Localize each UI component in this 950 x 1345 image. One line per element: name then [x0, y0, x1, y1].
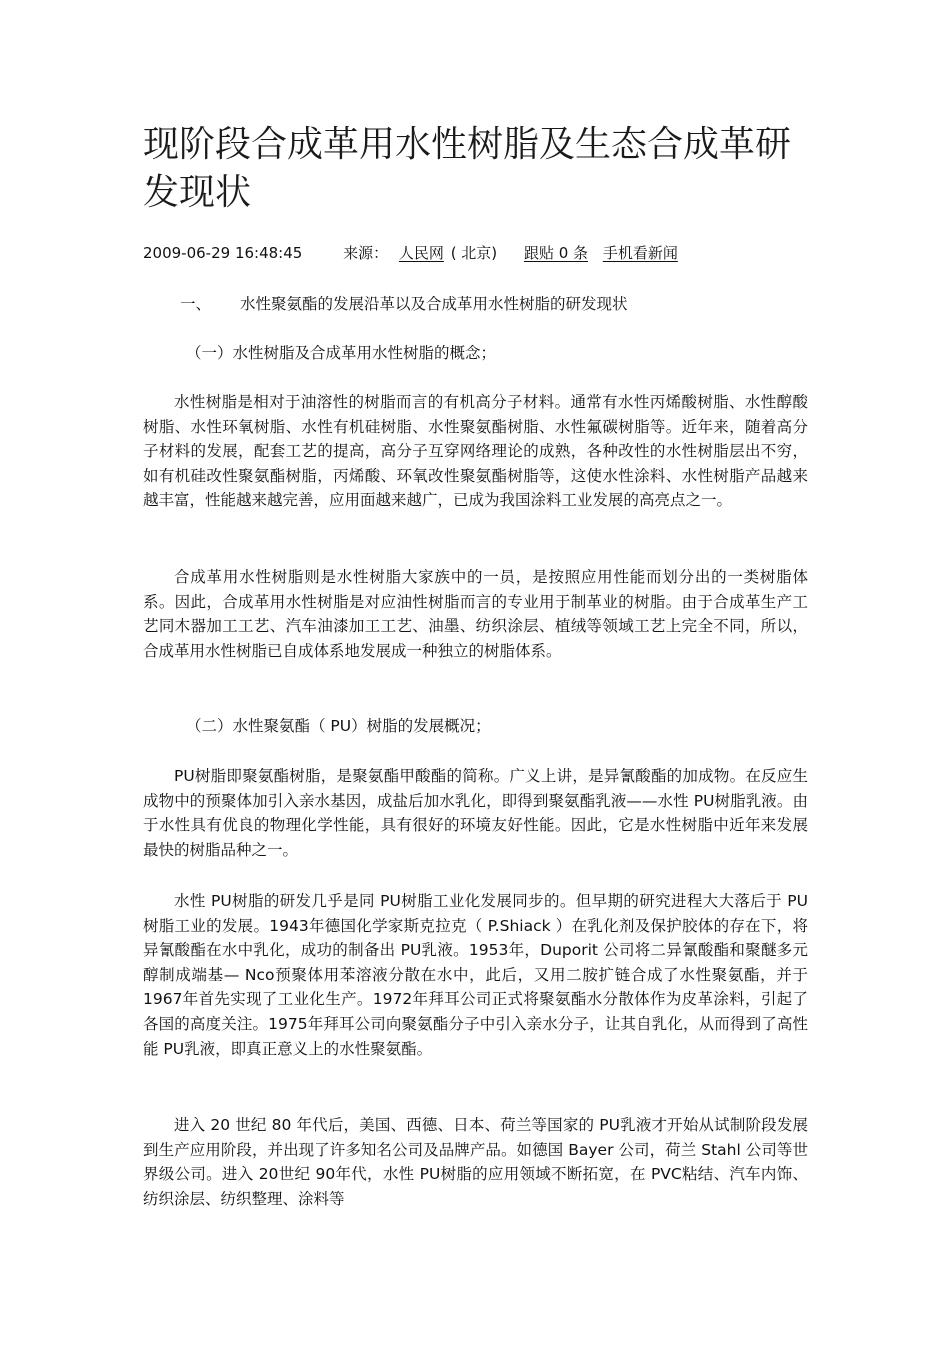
section-heading-text: 水性聚氨酯的发展沿革以及合成革用水性树脂的研发现状 [240, 295, 628, 313]
article-title: 现阶段合成革用水性树脂及生态合成革研发现状 [143, 124, 792, 213]
paragraph: 水性树脂是相对于油溶性的树脂而言的有机高分子材料。通常有水性丙烯酸树脂、水性醇酸树脂、水性环氧树脂、水性有机硅树脂、水性聚氨酯树脂、水性氟碳树脂等。近年来，随着高分子材料的发展，配套工艺的提高，高分子互穿网络理论的成熟，各种改性的水性树脂层出不穷，如有机硅改性聚氨酯树脂，丙烯酸、环氧改性聚氨酯树脂等，这使水性涂料、水性树脂产品越来越丰富，性能越来越完善，应用面越来越广，已成为我国涂料工业发展的高亮点之一。 [143, 393, 808, 510]
source-label: 来源： [343, 244, 389, 262]
subsection-heading: （二）水性聚氨酯（ PU）树脂的发展概况； [186, 717, 491, 735]
section-number: 一、 [180, 295, 212, 313]
source-link[interactable]: 人民网 [398, 244, 444, 262]
comments-link[interactable]: 跟贴 0 条 [523, 244, 589, 262]
paragraph: 进入 20 世纪 80 年代后，美国、西德、日本、荷兰等国家的 PU乳液才开始从试制阶段发展到生产应用阶段，并出现了许多知名公司及品牌产品。如德国 Bayer 公司，荷兰 Stahl 公司等世界级公司。进入 20世纪 90年代，水性 PU树脂的应用领域不断拓宽，在 PVC粘结、汽车内饰、纺织涂层、纺织整理、涂料等 [143, 1116, 808, 1208]
paragraph: 合成革用水性树脂则是水性树脂大家族中的一员，是按照应用性能而划分出的一类树脂体系。因此，合成革用水性树脂是对应油性树脂而言的专业用于制革业的树脂。由于合成革生产工艺同木器加工工艺、汽车油漆加工工艺、油墨、纺织涂层、植绒等领域工艺上完全不同，所以，合成革用水性树脂已自成体系地发展成一种独立的树脂体系。 [143, 568, 808, 660]
mobile-news-link[interactable]: 手机看新闻 [602, 244, 678, 262]
source-region: ( 北京) [450, 244, 498, 262]
article-meta [143, 242, 678, 264]
paragraph: 水性 PU树脂的研发几乎是同 PU树脂工业化发展同步的。但早期的研究进程大大落后于 PU树脂工业的发展。1943年德国化学家斯克拉克（ P.Shiack ）在乳化剂及保护胶体的存在下，将异氰酸酯在水中乳化，成功的制备出 PU乳液。1953年，Duporit 公司将二异氰酸酯和聚醚多元醇制成端基— Nco预聚体用苯溶液分散在水中，此后，又用二胺扩链合成了水性聚氨酯，并于 1967年首先实现了工业化生产。1972年拜耳公司正式将聚氨酯水分散体作为皮革涂料，引起了各国的高度关注。1975年拜耳公司向聚氨酯分子中引入亲水分子，让其自乳化，从而得到了高性能 PU乳液，即真正意义上的水性聚氨酯。 [143, 892, 808, 1058]
section-heading [180, 292, 628, 316]
paragraph: PU树脂即聚氨酯树脂，是聚氨酯甲酸酯的简称。广义上讲，是异氰酸酯的加成物。在反应生成物中的预聚体加引入亲水基因，成盐后加水乳化，即得到聚氨酯乳液——水性 PU树脂乳液。由于水性具有优良的物理化学性能，具有很好的环境友好性能。因此，它是水性树脂中近年来发展最快的树脂品种之一。 [143, 767, 808, 859]
subsection-heading: （一）水性树脂及合成革用水性树脂的概念； [186, 344, 497, 362]
publish-datetime: 2009-06-29 16:48:45 [143, 244, 303, 262]
